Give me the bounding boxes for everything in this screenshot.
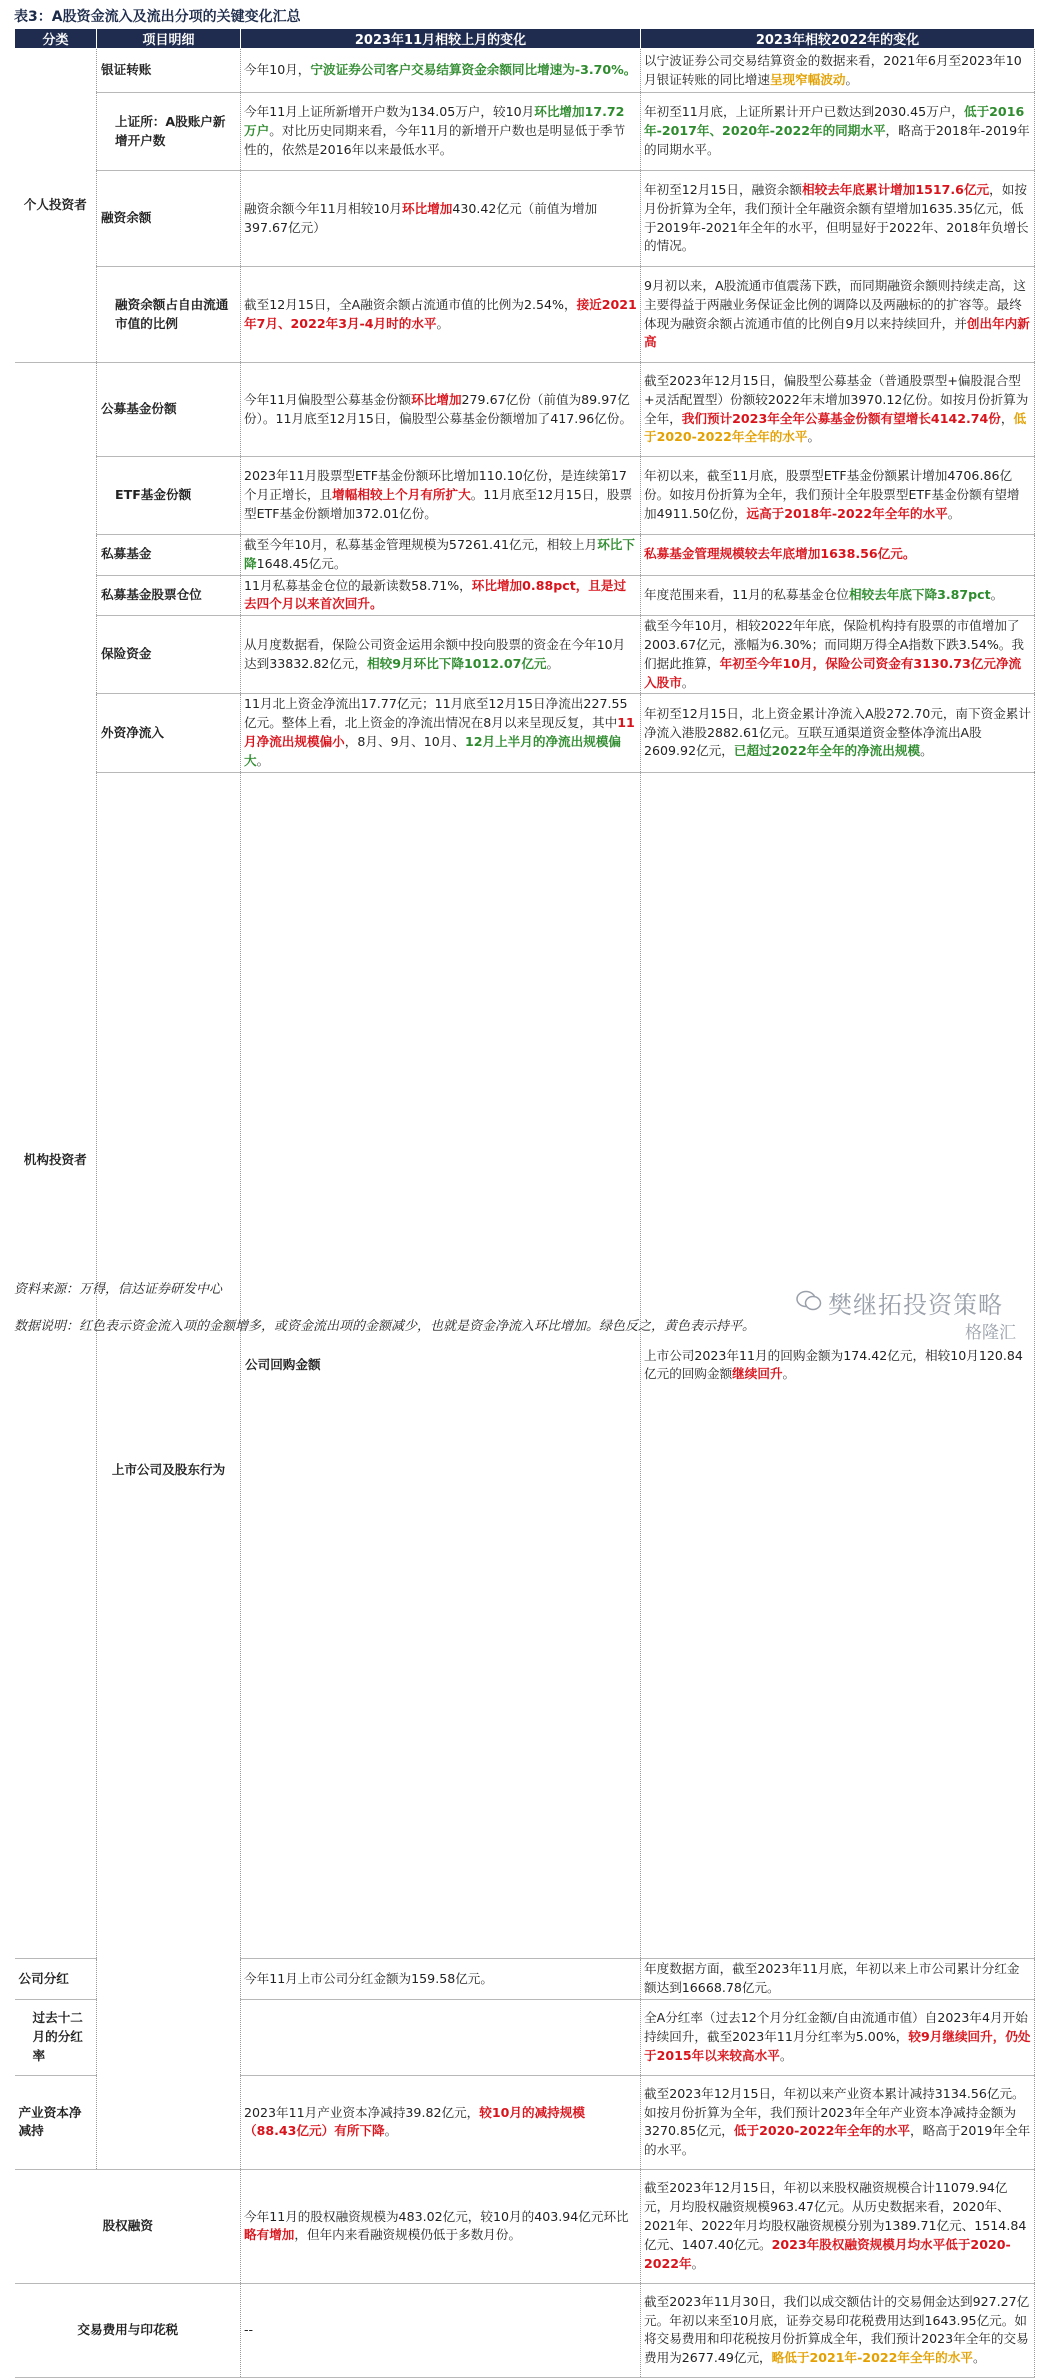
year-change-cell	[641, 575, 1035, 616]
year-change-segment: 9月初以来，A股流通市值震荡下跌，而同期融资余额则持续走高，这主要得益于两融业务保证金比例的调降以及两融标的的扩容等。最终体现为融资余额占流通市值的比例自9月以来持续回升，并	[644, 277, 1026, 331]
year-change-segment: 相较去年底下降3.87pct	[848, 586, 991, 602]
table-row	[15, 535, 1035, 576]
year-change-segment: 相较去年底累计增加1517.6亿元	[802, 181, 990, 197]
month-change-cell	[241, 616, 641, 694]
year-change-segment: 截至2023年12月15日，年初以来股权融资规模合计11079.94亿元，月均股权融资规模963.47亿元。从历史数据来看，2020年、2021年、2022年月均股权融资规模分别为1389.71亿元、1514.84亿元、1407.40亿元。	[644, 2180, 1027, 2252]
month-change-segment: 。	[384, 2123, 398, 2139]
month-change-segment: 相较9月环比下降1012.07亿元	[367, 655, 547, 671]
year-change-segment: 。	[807, 429, 821, 445]
month-change-cell	[241, 2283, 641, 2377]
month-change-segment: 11月私募基金仓位的最新读数58.71%，	[244, 577, 472, 593]
year-change-segment: 我们预计2023年全年公募基金份额有望增长4142.74份	[681, 410, 1001, 426]
item-cell: 融资余额	[97, 171, 241, 267]
month-change-segment: 环比增加0.88pct，且是过去四个月以来首次回升。	[244, 577, 627, 612]
year-change-segment: 低于2020-2022年全年的水平	[733, 2123, 910, 2139]
year-change-cell	[641, 363, 1035, 457]
month-change-segment: 接近2021年7月、2022年3月-4月时的水平	[244, 296, 637, 331]
month-change-segment: 。11月底至12月15日，股票型ETF基金份额增加372.01亿份。	[244, 487, 633, 521]
year-change-cell	[641, 2075, 1035, 2169]
year-change-segment: 年初以来，截至11月底，股票型ETF基金份额累计增加4706.86亿份。如按月份折算为全年，我们预计全年股票型ETF基金份额有望增加4911.50亿份，	[644, 468, 1020, 521]
year-change-segment: 截至2023年12月15日，年初以来产业资本累计减持3134.56亿元。如按月份折算为全年，我们预计2023年全年产业资本净减持金额为3270.85亿元，	[644, 2085, 1025, 2139]
month-change-cell	[241, 694, 641, 772]
month-change-segment: 融资余额今年11月相较10月	[244, 200, 402, 216]
month-change-segment: 。	[546, 655, 560, 671]
month-change-segment: 环比下降	[244, 537, 635, 571]
year-change-segment: 年初至11月底，上证所累计开户已数达到2030.45万户，	[644, 104, 964, 120]
fund-flow-table	[14, 28, 1035, 2378]
year-change-segment: 。	[691, 2255, 705, 2271]
year-change-segment: 已超过2022年全年的净流出规模	[733, 743, 921, 759]
year-change-segment: 年初至12月15日，融资余额	[644, 181, 802, 197]
year-change-segment: ，略高于2018年-2019年的同期水平。	[644, 123, 1030, 157]
year-change-segment: 创出年内新高	[644, 315, 1030, 350]
item-cell: 私募基金股票仓位	[97, 575, 241, 616]
month-change-cell	[241, 2169, 641, 2283]
month-change-segment: --	[244, 2321, 254, 2337]
data-description: 数据说明：红色表示资金流入项的金额增多，或资金流出项的金额减少，也就是资金净流入环比增加。绿色反之，黄色表示持平。	[14, 1319, 756, 1334]
category-item-cell: 股权融资	[15, 2169, 241, 2283]
year-change-segment: 截至2023年12月15日，偏股型公募基金（普通股票型+偏股混合型+灵活配置型）份额较2022年末增加3970.12亿份。如按月份折算为全年，	[644, 372, 1029, 426]
table-row	[15, 49, 1035, 93]
table-row	[15, 457, 1035, 535]
month-change-segment: 增幅相较上个月有所扩大	[332, 487, 471, 503]
year-change-cell	[641, 694, 1035, 772]
month-change-segment: ，但年内来看融资规模仍低于多数月份。	[294, 2227, 522, 2243]
month-change-segment: 11月北上资金净流出17.77亿元；11月底至12月15日净流出227.55亿元。整体上看，北上资金的净流出情况在8月以来呈现反复，其中	[244, 696, 628, 731]
category-item-cell: 交易费用与印花税	[15, 2283, 241, 2377]
year-change-cell	[641, 616, 1035, 694]
year-change-segment: 低于2020-2022年全年的水平	[644, 410, 1027, 445]
item-cell: 产业资本净减持	[15, 2075, 97, 2169]
year-change-cell	[641, 1999, 1035, 2075]
month-change-segment: 环比增加	[402, 200, 453, 216]
month-change-segment: 略有增加	[244, 2227, 295, 2243]
category-cell: 个人投资者	[15, 49, 97, 363]
year-change-segment: 私募基金管理规模较去年底增加1638.56亿元。	[644, 546, 916, 562]
month-change-segment: 今年11月上市公司分红金额为159.58亿元。	[244, 1970, 493, 1986]
header-category: 分类	[15, 29, 97, 49]
month-change-segment: 今年10月，	[244, 62, 311, 78]
month-change-segment: 今年11月偏股型公募基金份额	[244, 391, 412, 407]
year-change-segment: 。	[972, 2350, 986, 2366]
table-row	[15, 575, 1035, 616]
table-row	[15, 267, 1035, 363]
item-cell: 融资余额占自由流通市值的比例	[97, 267, 241, 363]
month-change-segment: 今年11月上证所新增开户数为134.05万户，较10月	[244, 104, 535, 120]
table-row	[15, 772, 1035, 1959]
year-change-segment: 。	[947, 505, 961, 521]
category-cell: 机构投资者	[15, 363, 97, 1959]
month-change-cell	[641, 772, 1035, 1959]
month-change-cell	[241, 267, 641, 363]
year-change-segment: 年初至12月15日，北上资金累计净流入A股272.70元，南下资金累计净流入港股2882.61亿元。互联互通渠道资金整体净流出A股2609.92亿元，	[644, 705, 1031, 759]
month-change-segment: 。	[782, 1366, 796, 1382]
year-change-cell	[641, 457, 1035, 535]
month-change-cell	[241, 2075, 641, 2169]
item-cell: 上证所：A股账户新增开户数	[97, 93, 241, 171]
year-change-segment: 年度数据方面，截至2023年11月底，年初以来上市公司累计分红金额达到16668.78亿元。	[644, 1961, 1020, 1996]
year-change-segment: ，略高于2019年全年的水平。	[644, 2123, 1031, 2158]
item-cell: 保险资金	[97, 616, 241, 694]
month-change-cell	[241, 93, 641, 171]
month-change-segment: 今年11月的股权融资规模为483.02亿元，较10月的403.94亿元环比	[244, 2208, 629, 2224]
month-change-segment: 较10月的减持规模（88.43亿元）有所下降	[244, 2104, 585, 2139]
year-change-cell	[641, 2169, 1035, 2283]
month-change-segment: 。	[256, 752, 270, 768]
category-cell: 上市公司及股东行为	[97, 772, 241, 2169]
year-change-segment: ，如按月份折算为全年，我们预计全年融资余额有望增加1635.35亿元，低于2019年-2021年全年的水平，但明显好于2022年、2018年负增长的情况。	[644, 181, 1029, 254]
month-change-segment: 279.67亿份（前值为89.97亿份）。11月底至12月15日，偏股型公募基金份额增加了417.96亿份。	[244, 391, 633, 426]
item-cell: 公司分红	[15, 1959, 97, 2000]
table-header-row	[15, 29, 1035, 49]
table-row	[15, 616, 1035, 694]
year-change-segment: 。	[779, 2047, 793, 2063]
year-change-segment: 。	[990, 586, 1004, 602]
month-change-segment: 环比增加	[411, 391, 462, 407]
month-change-segment: 1648.45亿元。	[256, 555, 347, 571]
header-year-change: 2023年相较2022年的变化	[641, 29, 1035, 49]
month-change-segment: 上市公司2023年11月的回购金额为174.42亿元，相较10月120.84亿元的回购金额	[644, 1347, 1023, 1382]
watermark-text: 樊继拓投资策略	[828, 1291, 1003, 1319]
year-change-segment: 截至2023年11月30日，我们以成交额估计的交易佣金达到927.27亿元。年初以来至10月底，证券交易印花税费用达到1643.95亿元。如将交易费用和印花税按月份折算成全年，我们预计2023年全年的交易费用为2677.49亿元，	[644, 2293, 1030, 2366]
year-change-segment: 略低于2021年-2022年全年的水平	[771, 2350, 973, 2366]
month-change-segment: 环比增加17.72万户	[244, 104, 625, 139]
month-change-cell	[241, 1999, 641, 2075]
table-row	[15, 694, 1035, 772]
wechat-icon	[796, 1290, 822, 1312]
table-row	[15, 171, 1035, 267]
year-change-segment: 。	[681, 674, 695, 690]
year-change-cell	[641, 535, 1035, 576]
month-change-segment: 截至12月15日，全A融资余额占流通市值的比例为2.54%，	[244, 296, 577, 312]
year-change-segment: 呈现窄幅波动	[769, 71, 846, 87]
month-change-cell	[241, 49, 641, 93]
year-change-cell	[641, 93, 1035, 171]
year-change-segment: 。	[845, 71, 859, 87]
item-cell: 外资净流入	[97, 694, 241, 772]
month-change-cell	[241, 535, 641, 576]
watermark-logo-text: 格隆汇	[965, 1323, 1016, 1343]
year-change-segment: 低于2016年-2017年、2020年-2022年的同期水平	[644, 104, 1025, 139]
month-change-cell	[241, 171, 641, 267]
month-change-segment: ，8月、9月、10月、	[344, 733, 465, 749]
year-change-segment: 远高于2018年-2022年全年的水平	[746, 505, 948, 521]
table-row	[15, 363, 1035, 457]
month-change-cell	[241, 575, 641, 616]
header-month-change: 2023年11月相较上月的变化	[241, 29, 641, 49]
year-change-segment: 年度范围来看，11月的私募基金仓位	[644, 586, 849, 602]
month-change-segment: 2023年11月股票型ETF基金份额环比增加110.10亿份，是连续第17个月正增长，且	[244, 468, 627, 503]
table-row	[15, 93, 1035, 171]
year-change-cell	[641, 171, 1035, 267]
month-change-segment: 宁波证券公司客户交易结算资金余额同比增速为-3.70%。	[310, 62, 637, 78]
month-change-segment: 。	[436, 315, 450, 331]
item-cell: 银证转账	[97, 49, 241, 93]
year-change-segment: 以宁波证券公司交易结算资金的数据来看，2021年6月至2023年10月银证转账的同比增速	[644, 52, 1022, 87]
header-item: 项目明细	[97, 29, 241, 49]
table-row	[15, 2169, 1035, 2283]
year-change-cell	[641, 49, 1035, 93]
item-cell: 过去十二月的分红率	[15, 1999, 97, 2075]
item-cell: 私募基金	[97, 535, 241, 576]
month-change-segment: 430.42亿元（前值为增加397.67亿元）	[244, 200, 598, 235]
month-change-segment: 12月上半月的净流出规模偏大	[244, 733, 622, 768]
month-change-cell	[241, 457, 641, 535]
year-change-cell	[641, 2283, 1035, 2377]
year-change-segment: 截至今年10月，相较2022年年底，保险机构持有股票的市值增加了2003.67亿元，涨幅为6.30%；而同期万得全A指数下跌3.54%。我们据此推算，	[644, 618, 1024, 671]
month-change-segment: 继续回升	[732, 1366, 783, 1382]
item-cell: 公募基金份额	[97, 363, 241, 457]
month-change-segment: 11月净流出规模偏小	[244, 715, 635, 749]
month-change-segment: 截至今年10月，私募基金管理规模为57261.41亿元，相较上月	[244, 537, 598, 552]
year-change-segment: 较9月继续回升，仍处于2015年以来较高水平	[644, 2028, 1031, 2063]
source-note: 资料来源：万得，信达证券研发中心	[14, 1282, 223, 1297]
month-change-segment: 2023年11月产业资本净减持39.82亿元，	[244, 2104, 480, 2120]
month-change-segment: 从月度数据看，保险公司资金运用余额中投向股票的资金在今年10月达到33832.82亿元，	[244, 636, 626, 671]
year-change-segment: 年初至今年10月，保险公司资金有3130.73亿元净流入股市	[644, 655, 1022, 690]
year-change-segment: 全A分红率（过去12个月分红金额/自由流通市值）自2023年4月开始持续回升，截至2023年11月分红率为5.00%，	[644, 2010, 1028, 2044]
table-row	[15, 2283, 1035, 2377]
month-change-cell	[241, 363, 641, 457]
year-change-segment: ，	[1000, 410, 1014, 426]
year-change-segment: 。	[920, 743, 933, 759]
item-cell: 公司回购金额	[241, 772, 641, 1959]
month-change-segment: 。对比历史同期来看，今年11月的新增开户数也是明显低于季节性的，依然是2016年以来最低水平。	[244, 123, 626, 157]
month-change-cell	[241, 1959, 641, 2000]
item-cell: ETF基金份额	[97, 457, 241, 535]
year-change-cell	[641, 267, 1035, 363]
year-change-segment: 2023年股权融资规模月均水平低于2020-2022年	[644, 2236, 1011, 2271]
year-change-cell	[641, 1959, 1035, 2000]
table-title: 表3：A股资金流入及流出分项的关键变化汇总	[14, 9, 301, 25]
